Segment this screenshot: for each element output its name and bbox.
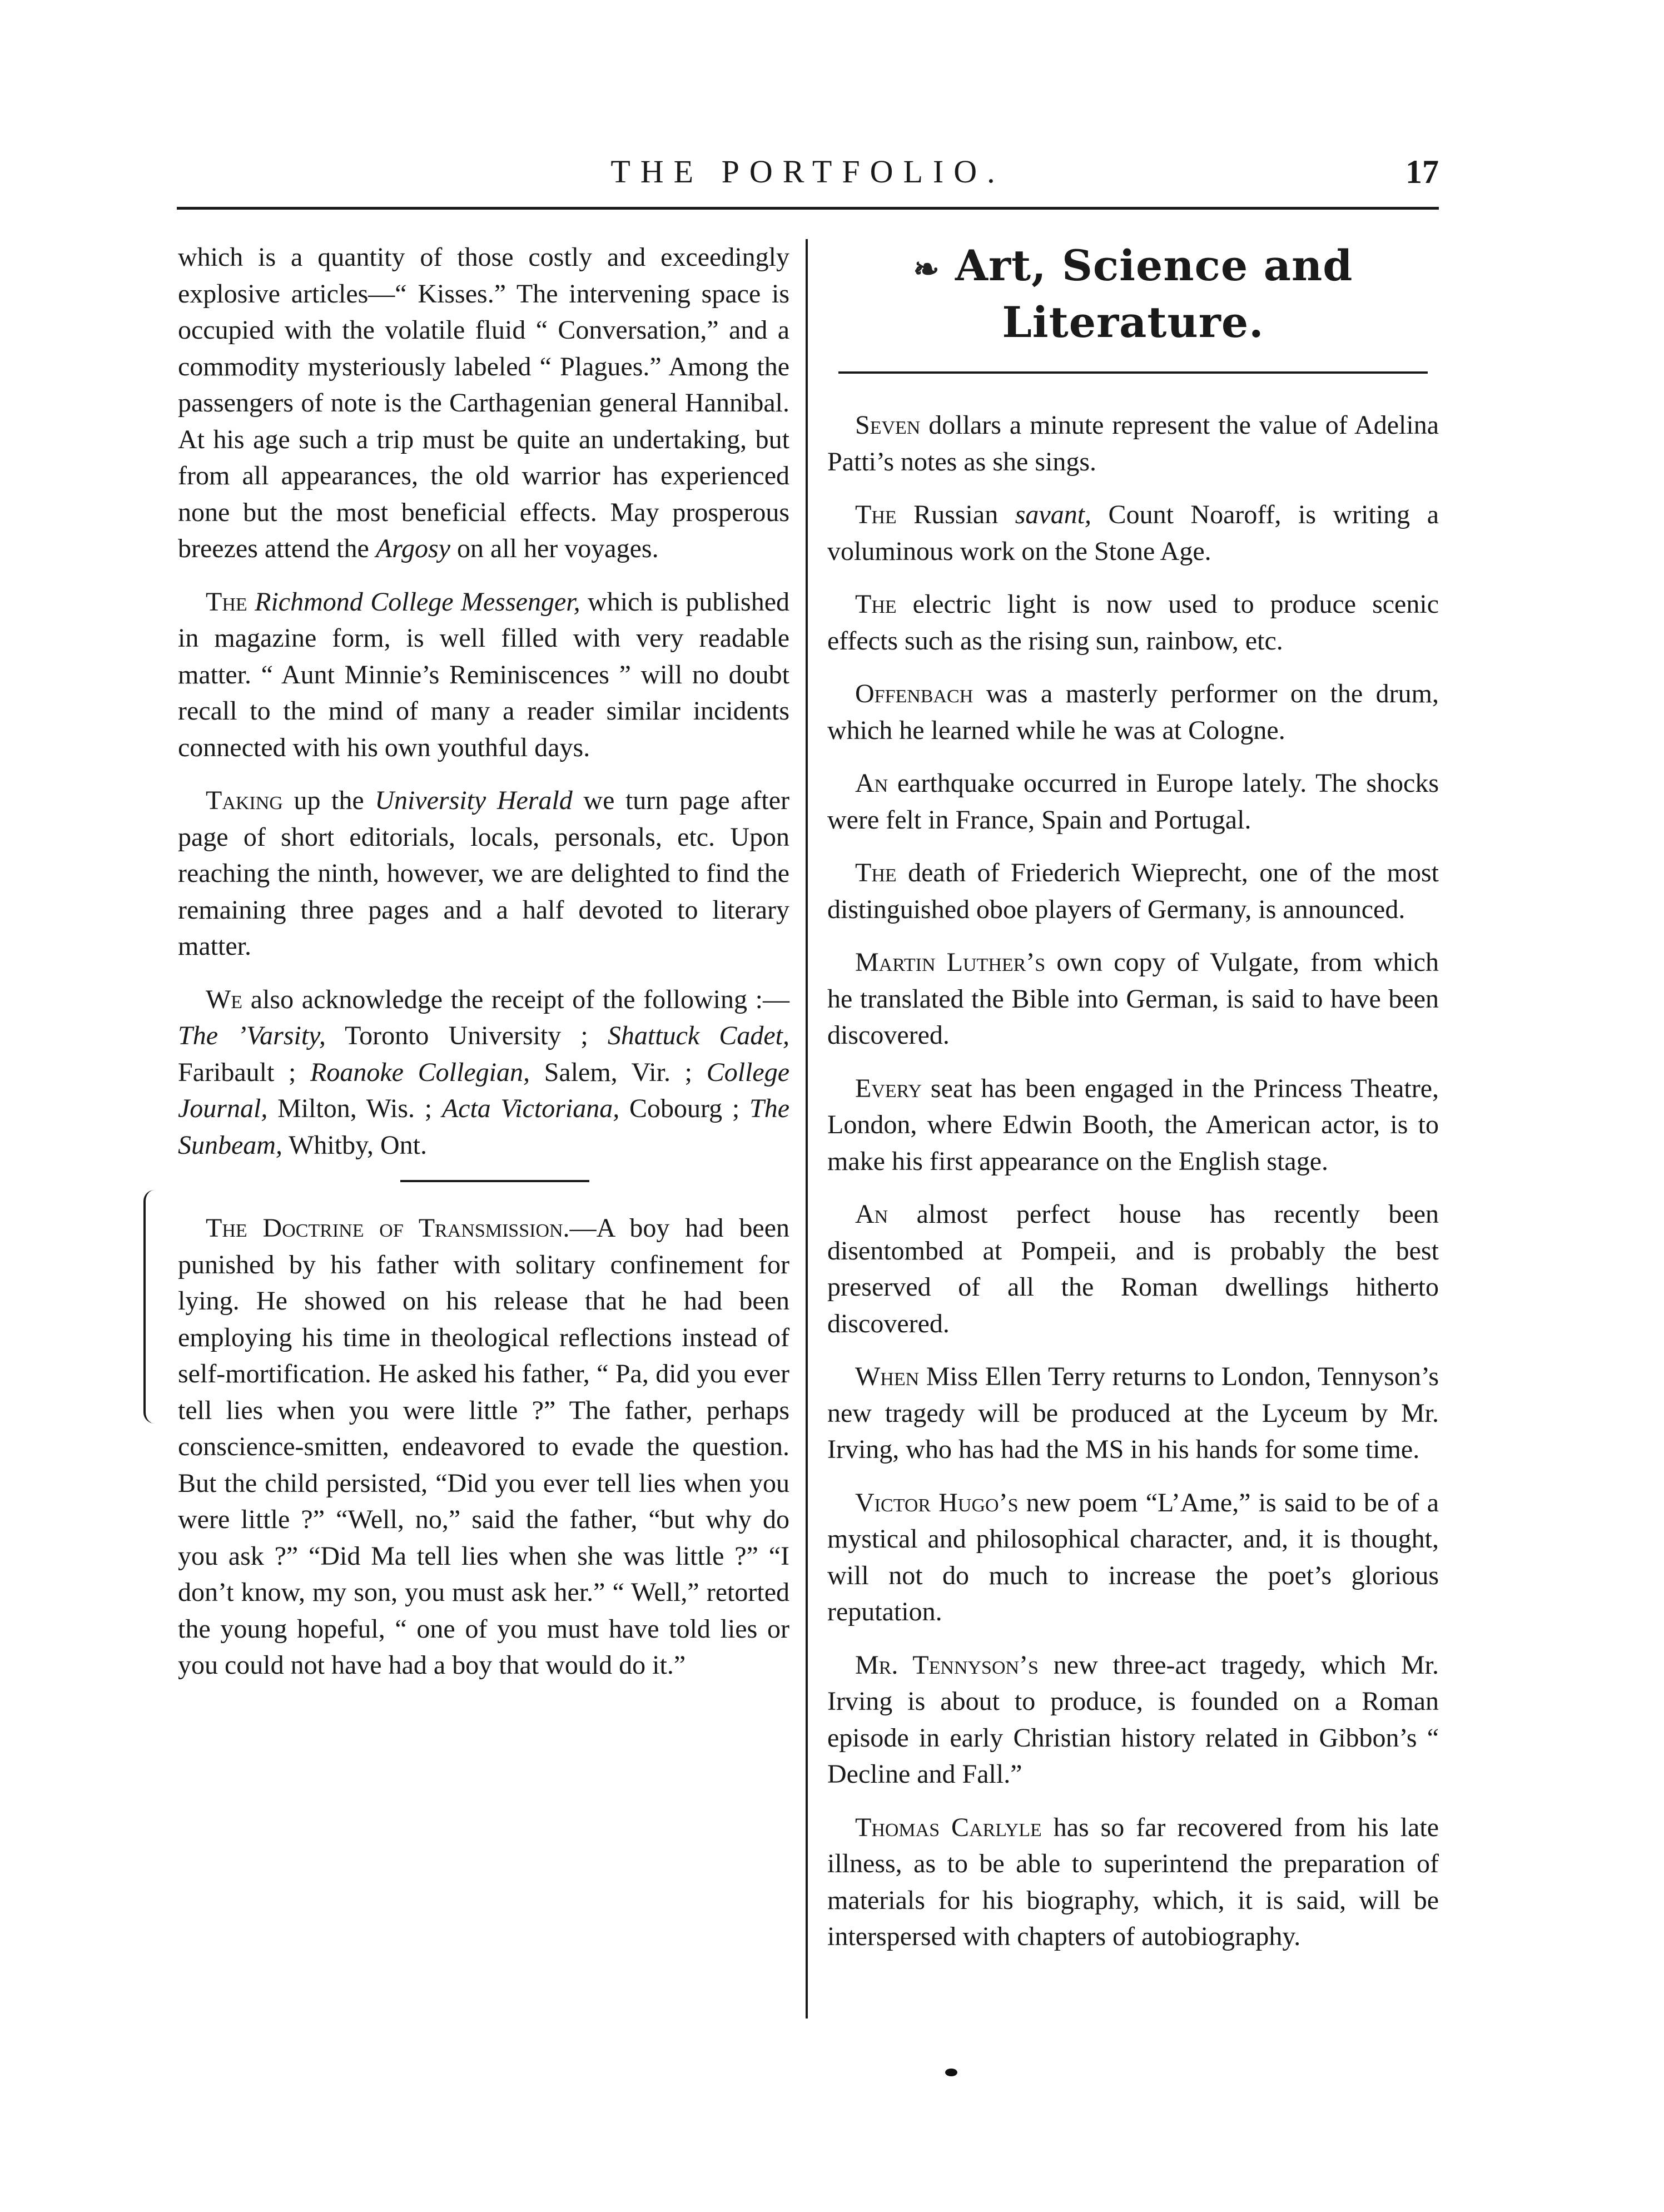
paragraph-doctrine: The Doctrine of Transmission.—A boy had been punished by his father with solitary confinement for lying. He showed on his release that he had been employing his time in theological reflections instead of self-mortification. He asked his father, “ Pa, did you ever tell lies when you were little ?” The father, perhaps conscience-smitten, endeavored to evade the question. But the child persisted, “Did you ever tell lies when you were little ?” “Well, no,” said the father, “but why do you ask ?” “Did Ma tell lies when she was little ?” “I don’t know, my son, you must ask her.” “ Well,” retorted the young hopeful, “ one of you must have told lies or you could not have had a boy that would do it.” (178, 1213, 789, 1680)
header-rule (177, 207, 1439, 210)
news-item: When Miss Ellen Terry returns to London, Tennyson’s new tragedy will be produced at the Lyceum by Mr. Irving, who has had the MS in his hands for some time. (827, 1362, 1439, 1464)
ink-mark (945, 2069, 957, 2076)
journal-title: THE PORTFOLIO. (610, 153, 1005, 190)
news-item: An almost perfect house has recently been disentombed at Pompeii, and is probably the best preserved of all the Roman dwellings hitherto discovered. (827, 1199, 1439, 1338)
section-separator (400, 1180, 589, 1182)
page-number: 17 (1405, 153, 1439, 190)
news-item: Every seat has been engaged in the Princess Theatre, London, where Edwin Booth, the American actor, is to make his first appearance on the English stage. (827, 1073, 1439, 1176)
news-item: Martin Luther’s own copy of Vulgate, from which he translated the Bible into German, is said to have been discovered. (827, 948, 1439, 1050)
news-item: The electric light is now used to produce scenic effects such as the rising sun, rainbow, etc. (827, 589, 1439, 656)
news-item: The death of Friederich Wieprecht, one of the most distinguished oboe players of Germany, is announced. (827, 858, 1439, 924)
news-item: The Russian savant, Count Noaroff, is writing a voluminous work on the Stone Age. (827, 500, 1439, 566)
left-column (178, 239, 789, 1700)
news-item: Offenbach was a masterly performer on the drum, which he learned while he was at Cologne. (827, 679, 1439, 745)
news-item: Seven dollars a minute represent the value of Adelina Patti’s notes as she sings. (827, 410, 1439, 477)
section-heading-rule (838, 371, 1428, 374)
right-column (827, 239, 1439, 1972)
paragraph-acknowledge: We also acknowledge the receipt of the following :—The ’Varsity, Toronto University ; Shattuck Cadet, Faribault ; Roanoke Collegian, Salem, Vir. ; College Journal, Milton, Wis. ; Acta Victoriana, Cobourg ; The Sunbeam, Whitby, Ont. (178, 984, 790, 1160)
news-item: Mr. Tennyson’s new three-act tragedy, which Mr. Irving is about to produce, is founded on a Roman episode in early Christian history related in Gibbon’s “ Decline and Fall.” (827, 1650, 1439, 1789)
page-header (177, 153, 1439, 197)
paragraph-university-herald: Taking up the University Herald we turn page after page of short editorials, locals, personals, etc. Upon reaching the ninth, however, we are delighted to find the remaining three pages and a half devoted to literary matter. (178, 786, 789, 961)
news-item: Victor Hugo’s new poem “L’Ame,” is said to be of a mystical and philosophical character, and, it is thought, will not do much to increase the poet’s glorious reputation. (827, 1487, 1439, 1626)
section-heading: ❧ Art, Science and Literature. (913, 241, 1353, 347)
news-item: Thomas Carlyle has so far recovered from his late illness, as to be able to superintend the preparation of materials for his biography, which, it is said, will be interspersed with chapters of autobiography. (827, 1812, 1439, 1951)
news-item: An earthquake occurred in Europe lately. The shocks were felt in France, Spain and Portugal. (827, 768, 1439, 835)
column-divider (806, 239, 808, 2018)
paragraph-richmond: The Richmond College Messenger, which is published in magazine form, is well filled with very readable matter. “ Aunt Minnie’s Reminiscences ” will no doubt recall to the mind of many a reader similar incidents connected with his own youthful days. (178, 587, 789, 762)
paragraph-argosy: which is a quantity of those costly and exceedingly explosive articles—“ Kisses.” The intervening space is occupied with the volatile fluid “ Conversation,” and a commodity mysteriously labeled “ Plagues.” Among the passengers of note is the Carthagenian general Hannibal. At his age such a trip must be quite an undertaking, but from all appearances, the old warrior has experienced none but the most beneficial effects. May prosperous breezes attend the Argosy on all her voyages. (178, 242, 789, 563)
margin-bracket (143, 1190, 158, 1424)
ornament-icon: ❧ (913, 251, 940, 287)
